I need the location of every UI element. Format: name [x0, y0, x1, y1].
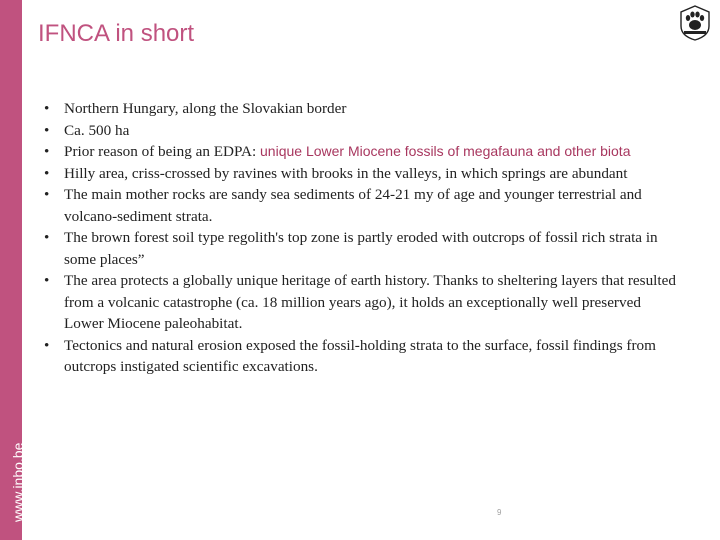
website-url: www.inbo.be — [10, 442, 26, 522]
list-item: • Northern Hungary, along the Slovakian border — [44, 100, 347, 117]
bullet-list — [40, 98, 680, 378]
list-item: • The brown forest soil type regolith's top zone is partly eroded with outcrops of fossil rich strata in some places” — [44, 229, 658, 268]
list-item: • Hilly area, criss-crossed by ravines with brooks in the valleys, in which springs are abundant — [44, 164, 628, 182]
page-number: 9 — [497, 508, 502, 517]
highlighted-text: unique Lower Miocene fossils of megafauna and other biota — [260, 143, 631, 159]
side-bar — [0, 0, 26, 540]
list-item: • Prior reason of being an EDPA: unique Lower Miocene fossils of megafauna and other biota — [44, 143, 631, 160]
list-item: • Tectonics and natural erosion exposed the fossil-holding strata to the surface, fossil findings from outcrops instigated scientific excavations. — [44, 336, 656, 375]
slide-title: IFNCA in short — [38, 20, 195, 47]
list-item: • Ca. 500 ha — [44, 121, 130, 139]
paw-badge-icon — [676, 4, 714, 42]
list-item: • The main mother rocks are sandy sea sediments of 24-21 my of age and younger terrestrial and volcano-sediment strata. — [44, 186, 642, 225]
list-item: • The area protects a globally unique heritage of earth history. Thanks to sheltering layers that resulted from a volcanic catastrophe (ca. 18 million years ago), it holds an exceptionally well preserved Lower Miocene paleohabitat. — [44, 272, 676, 332]
